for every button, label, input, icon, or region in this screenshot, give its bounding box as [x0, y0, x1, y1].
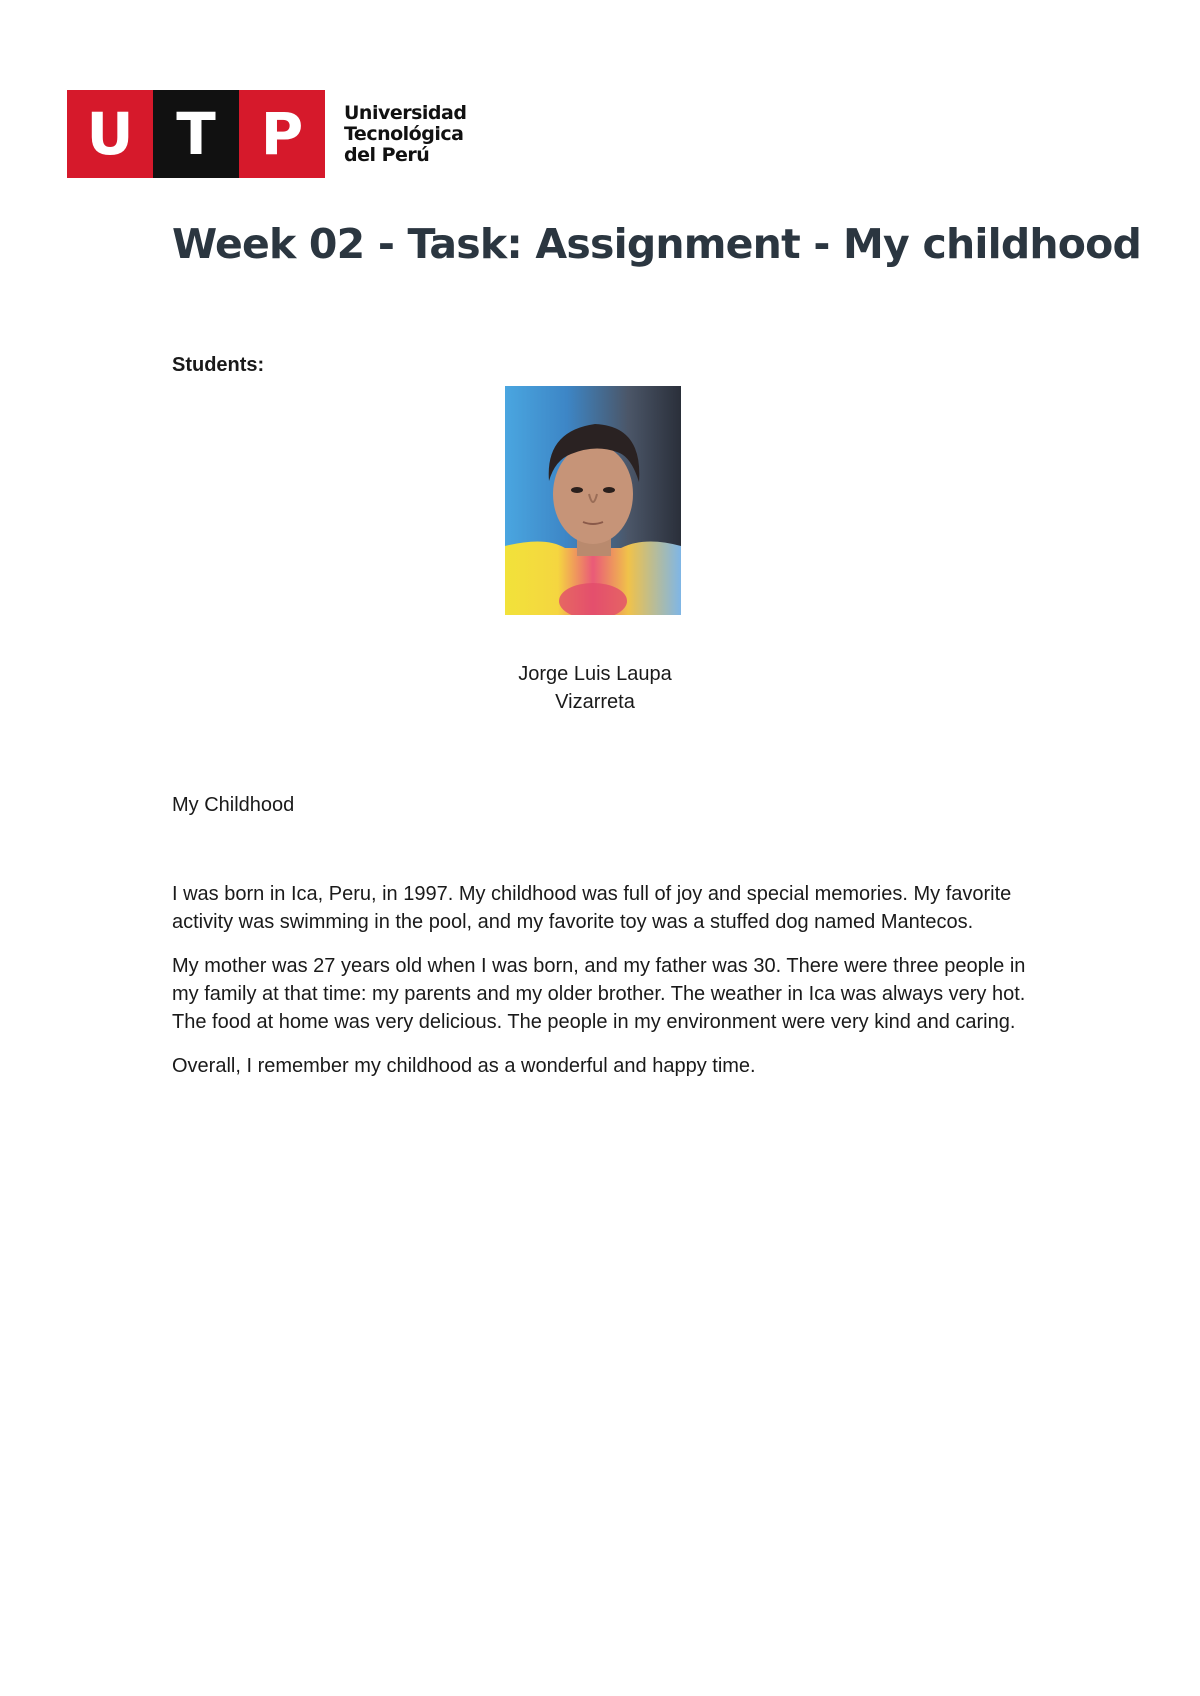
- student-photo: [505, 386, 681, 615]
- student-name-line: Jorge Luis Laupa: [518, 663, 672, 685]
- logo-university-name: [344, 103, 466, 166]
- essay-paragraph: My mother was 27 years old when I was born, and my father was 30. There were three people in my family at that time: my parents and my older brother. The weather in Ica was always very hot. The food at home was very delicious. The people in my environment were very kind and caring.: [172, 955, 1026, 1033]
- student-name-line: Vizarreta: [555, 691, 635, 713]
- logo-text-line: del Perú: [344, 143, 430, 166]
- essay-body: [172, 880, 1042, 1096]
- logo-text-line: Universidad: [344, 101, 467, 124]
- student-name: [450, 660, 740, 716]
- essay-paragraph: Overall, I remember my childhood as a wonderful and happy time.: [172, 1055, 756, 1077]
- students-label: Students:: [172, 354, 265, 376]
- utp-logo-blocks: [67, 90, 325, 178]
- utp-logo: [67, 90, 466, 178]
- essay-paragraph: I was born in Ica, Peru, in 1997. My childhood was full of joy and special memories. My favorite activity was swimming in the pool, and my favorite toy was a stuffed dog named Mantecos.: [172, 883, 1012, 933]
- essay-heading: My Childhood: [172, 794, 295, 816]
- logo-letter-p: P: [239, 90, 325, 178]
- logo-letter-u: U: [67, 90, 153, 178]
- logo-letter-t: T: [153, 90, 239, 178]
- page-title: Week 02 - Task: Assignment - My childhood: [172, 220, 1142, 268]
- logo-text-line: Tecnológica: [344, 122, 464, 145]
